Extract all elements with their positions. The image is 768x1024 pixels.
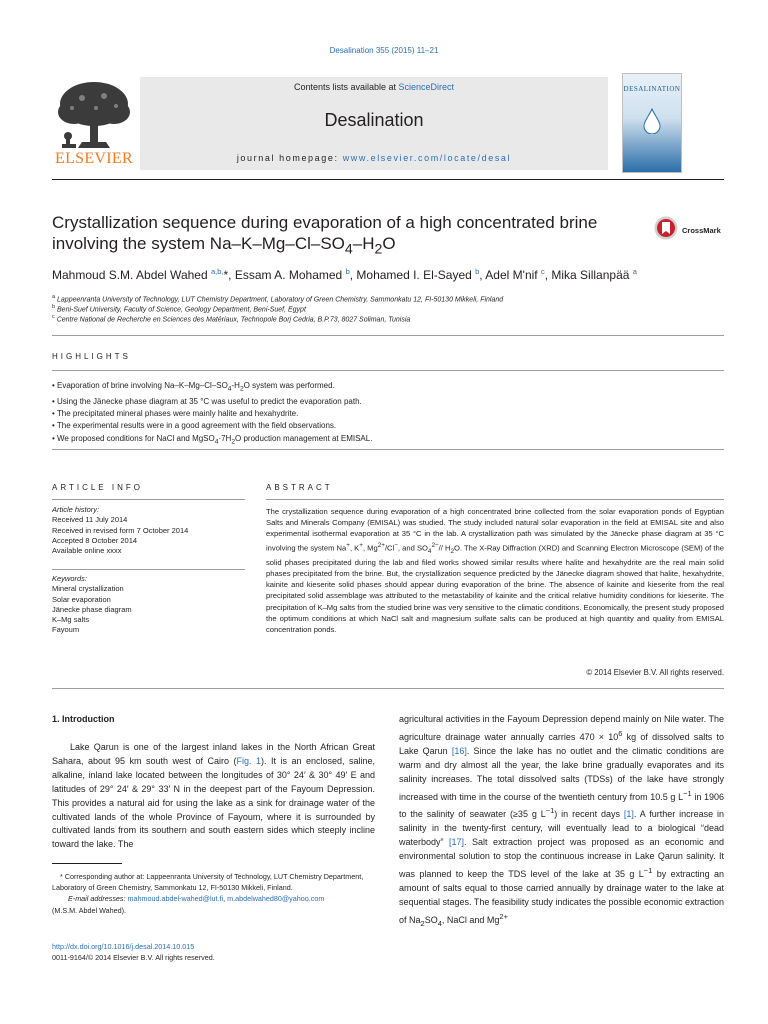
abstract-bottom-rule xyxy=(52,688,724,689)
history-online: Available online xxxx xyxy=(52,546,122,556)
article-history xyxy=(52,505,245,556)
journal-citation[interactable]: Desalination 355 (2015) 11–21 xyxy=(329,46,439,55)
abstract-rule xyxy=(266,499,724,500)
affiliation-c: $^c$ Centre National de Recherche en Sciences des Matériaux, Technopole Borj Cedria, B.P.73, 8027 Soliman, Tunisia xyxy=(52,314,411,324)
author-list: Mahmoud S.M. Abdel Wahed $^{a,b,}$*, Essam A. Mohamed $^b$, Mohamed I. El-Sayed $^b$, Adel M'nif $^c$, Mika Sillanpää $^a$ xyxy=(52,267,637,282)
crossmark-icon[interactable] xyxy=(654,216,678,240)
article-title xyxy=(52,212,642,260)
keyword-item: Jänecke phase diagram xyxy=(52,604,132,614)
email-link-2[interactable]: m.abdelwahed80@yahoo.com xyxy=(227,894,325,904)
email-separator: , xyxy=(223,894,226,904)
highlight-item: • The precipitated mineral phases were mainly halite and hexahydrite. xyxy=(52,409,299,419)
affiliation-a: $^a$ Lappeenranta University of Technology, LUT Chemistry Department, Laboratory of Green Chemistry, Sammonkatu 12, FI-50130 Mikkeli, Finland xyxy=(52,294,504,304)
title-line-1: Crystallization sequence during evaporation of a high concentrated brine xyxy=(52,213,598,232)
sciencedirect-link[interactable]: ScienceDirect xyxy=(398,82,455,92)
history-label: Article history: xyxy=(52,505,100,514)
homepage-prefix: journal homepage: xyxy=(236,153,343,163)
footnote-rule xyxy=(52,863,122,864)
section-heading-introduction: 1. Introduction xyxy=(52,714,115,724)
title-line-2: involving the system $Na-K-Mg-Cl-SO_4-H_2O$ xyxy=(52,234,396,258)
highlights-heading: HIGHLIGHTS xyxy=(52,352,131,361)
homepage-link[interactable]: www.elsevier.com/locate/desal xyxy=(342,153,512,163)
email-label: E-mail addresses: xyxy=(68,894,126,904)
keyword-item: Mineral crystallization xyxy=(52,584,124,594)
elsevier-wordmark: ELSEVIER xyxy=(55,150,133,167)
email-link-1[interactable]: mahmoud.abdel-wahed@lut.fi xyxy=(127,894,224,904)
highlights-list xyxy=(52,380,724,449)
highlight-item: • The experimental results were in a good agreement with the field observations. xyxy=(52,421,337,431)
article-info-heading: ARTICLE INFO xyxy=(52,483,143,492)
footnote-corresponding: Corresponding author at: Lappeenranta University of Technology, LUT Chemistry Department, Laboratory of Green Chemistry, Sammonkatu 12, FI-50130 Mikkeli, Finland. xyxy=(52,872,364,893)
highlights-top-rule xyxy=(52,335,724,336)
journal-homepage-line xyxy=(140,153,608,163)
highlights-bottom-rule xyxy=(52,449,724,450)
abstract-text: The crystallization sequence during evaporation of a high concentrated brine collected from the solar evaporation ponds of Egyptian Salts and Minerals Company (EMISAL) was studied. The study included natural solar evaporation in the field at EMISAL site and also experimental isothermal evaporation at 35 °C in the lab. A crystallization path was simulated by the Jänecke phase diagram at 35 °C involving the system Na+, K+, $Mg^{2+}/Cl^-$, and $SO_4^{2-}//$ $H_2O$. The X-Ray Diffraction (XRD) and Scanning Electron Microscope (SEM) of the solid phases precipitated during the lab and filed works showed similar results where halite and hexahydrite are the real main solid phases precipitated from the brine. But, the crystallization sequence predicted by the Jänecke diagram showed that halite, hexahydrite, kainite and kieserite solid phases should appear during evaporation of the brine. The absence of kainite and kieserite from the real precipitated solid assemblage was attributed to the metastability of kainite and the critical relative humidity conditions for kieserite. The precipitation of K–Mg salts from the studied brine was very sensitive to the climatic conditions. Economically, the present study proposed the optimum conditions at which NaCl salt and magnesium sulfate salts can be produced at high quantity and quality from EMISAL concentration ponds. xyxy=(266,507,724,635)
corresponding-author-footnote xyxy=(52,871,380,916)
keyword-item: K–Mg salts xyxy=(52,615,90,625)
highlight-item: • Using the Jänecke phase diagram at 35 °C was useful to predict the evaporation path. xyxy=(52,396,362,406)
journal-cover-title: DESALINATION xyxy=(623,85,681,93)
footnote-mark: * xyxy=(60,872,63,881)
highlights-under-rule xyxy=(52,370,724,371)
abstract-heading: ABSTRACT xyxy=(266,483,333,492)
history-accepted: Accepted 8 October 2014 xyxy=(52,535,138,545)
abstract-copyright: © 2014 Elsevier B.V. All rights reserved. xyxy=(586,668,724,677)
article-info-rule xyxy=(52,499,245,500)
footnote-person: (M.S.M. Abdel Wahed). xyxy=(52,905,127,915)
keywords-label: Keywords: xyxy=(52,574,88,583)
history-revised: Received in revised form 7 October 2014 xyxy=(52,525,189,535)
contents-line xyxy=(140,82,608,92)
header-rule xyxy=(52,179,724,180)
issn-line: 0011-9164/© 2014 Elsevier B.V. All rights reserved. xyxy=(52,953,215,963)
keywords-block xyxy=(52,574,245,636)
crossmark-label[interactable]: CrossMark xyxy=(682,226,721,235)
affiliation-b: $^b$ Beni-Suef University, Faculty of Science, Geology Department, Beni-Suef, Egypt xyxy=(52,304,306,314)
keyword-item: Fayoum xyxy=(52,625,80,635)
introduction-left-column: Lake Qarun is one of the largest inland lakes in the North African Great Sahara, about 95 km south west of Cairo (Fig. 1). It is an enclosed, saline, alkaline, inland lake located between the longitudes of 30° 24′ & 30° 49′ E and latitudes of 29° 24′ & 29° 33′ N in the deepest part of the Fayoum Depression. This provides a natural aid for using the lake as a sink for drainage water of the cultivated lands of the whole Province of Fayoum, where it is surrounded by cultivated lands from its southern and south eastern sides which steeply incline toward the lake. The xyxy=(52,742,375,850)
keyword-item: Solar evaporation xyxy=(52,594,111,604)
history-received: Received 11 July 2014 xyxy=(52,515,128,525)
water-drop-icon xyxy=(643,108,661,134)
doi-link[interactable]: http://dx.doi.org/10.1016/j.desal.2014.10.015 xyxy=(52,942,195,951)
contents-prefix: Contents lists available at xyxy=(293,82,399,92)
introduction-right-column: agricultural activities in the Fayoum Depression depend mainly on Nile water. The agriculture drainage water annually carries $470 \times 10^6$ kg of dissolved salts to Lake Qarun [16]. Since the lake has no outlet and the climatic conditions are warm and dry almost all the year, the lake brine gradually evaporates and its salinity increases. The total dissolved salts (TDSs) of the lake have strongly increased with time in the course of the twentieth century from 10.5 g $L^{-1}$ in 1906 to the salinity of seawater (≥35 g $L^{-1}$) in recent days [1]. A further increase in salinity in the twenty-first century, will eventually lead to a biological “dead waterbody” [17]. Salt extraction project was proposed as an economic and environmental solution to stop the continuous increase in Lake Qarun salinity. It was planned to keep the TDS level of the lake at 35 g $L^{-1}$ by extracting an amount of salts equal to those carried annually by drainage water to the lake at sequential stages. The feasibility study indicates the possible economic extraction of $Na_2SO_4$, NaCl and $Mg^{2+}$ xyxy=(399,714,725,928)
keywords-rule xyxy=(52,569,245,570)
highlight-item: • Evaporation of brine involving $Na-K-Mg-Cl-SO_4-H_2O$ system was performed. xyxy=(52,381,335,393)
page-footer xyxy=(52,941,215,964)
highlight-item: • We proposed conditions for NaCl and $MgSO_4\cdot 7H_2O$ production management at EMISAL. xyxy=(52,433,373,446)
journal-name: Desalination xyxy=(324,110,424,130)
